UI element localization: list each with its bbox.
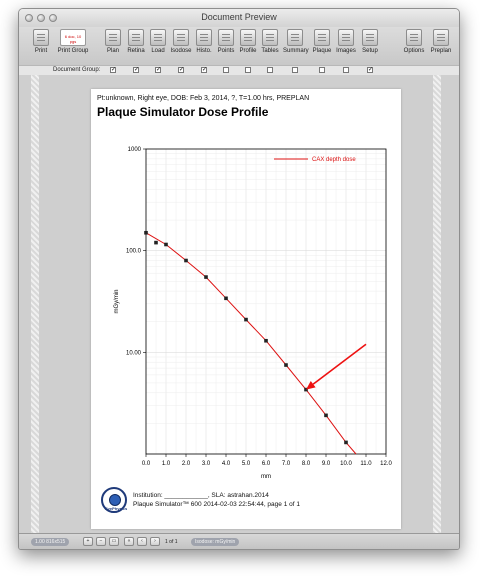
toolbar-options-button[interactable] <box>402 29 426 54</box>
toolbar-plan-label: Plan <box>106 48 119 54</box>
x-tick-label: 4.0 <box>221 461 231 467</box>
left-page-gutter <box>31 75 39 533</box>
print-group-label: Print Group <box>57 48 89 54</box>
toolbar-options-label: Options <box>403 48 425 54</box>
histogram-icon <box>196 29 212 46</box>
data-point <box>154 241 158 245</box>
toolbar-retina-label: Retina <box>127 48 145 54</box>
toolbar-retina-button[interactable] <box>124 29 148 54</box>
tables-icon <box>262 29 278 46</box>
group-checkbox-plaque[interactable] <box>319 67 325 73</box>
legend-label: CAX depth dose <box>312 157 356 163</box>
toolbar-profile-label: Profile <box>239 48 257 54</box>
toolbar-tables-label: Tables <box>261 48 279 54</box>
x-axis-ticks <box>142 454 393 467</box>
print-group-button[interactable] <box>57 29 89 54</box>
toolbar-load-button[interactable] <box>146 29 170 54</box>
data-point <box>144 231 148 235</box>
x-tick-label: 6.0 <box>261 461 271 467</box>
load-icon <box>150 29 166 46</box>
data-point <box>344 441 348 445</box>
x-tick-label: 8.0 <box>301 461 311 467</box>
eye-logo-icon <box>109 494 121 506</box>
group-checkbox-points[interactable] <box>223 67 229 73</box>
x-tick-label: 10.0 <box>340 461 352 467</box>
plaque-icon <box>314 29 330 46</box>
print-button[interactable] <box>29 29 53 54</box>
x-tick-label: 0.0 <box>141 461 151 467</box>
logo-text: EyePhysics <box>105 506 128 511</box>
isodose-icon <box>173 29 189 46</box>
group-checkbox-plan[interactable]: ✓ <box>111 67 117 73</box>
setup-icon <box>362 29 378 46</box>
data-point <box>244 318 248 322</box>
next-page-button[interactable]: › <box>150 537 160 546</box>
toolbar-plaque-label: Plaque <box>312 48 332 54</box>
toolbar-plan-button[interactable] <box>101 29 125 54</box>
institution-line: Institution: ____________, SLA: astrahan.2014 <box>133 492 269 499</box>
x-tick-label: 1.0 <box>161 461 171 467</box>
group-checkbox-load[interactable]: ✓ <box>156 67 162 73</box>
window-title: Document Preview <box>201 12 277 22</box>
data-point <box>184 259 188 263</box>
chart-grid <box>146 149 386 454</box>
fit-page-button[interactable]: ▭ <box>109 537 119 546</box>
arrow-shaft <box>313 344 366 384</box>
toolbar-points-button[interactable] <box>214 29 238 54</box>
toolbar-load-label: Load <box>151 48 165 54</box>
zoom-indicator[interactable]: 1.00 816x515 <box>31 538 69 546</box>
mode-selector[interactable]: Isodose: mGy/min <box>191 538 239 546</box>
y-tick-label: 10.00 <box>125 350 141 357</box>
group-checkbox-tables[interactable] <box>267 67 273 73</box>
group-checkbox-images[interactable] <box>343 67 349 73</box>
x-tick-label: 11.0 <box>360 461 372 467</box>
images-icon <box>338 29 354 46</box>
y-tick-label: 100.0 <box>125 248 141 255</box>
toolbar-setup-label: Setup <box>362 48 378 54</box>
toolbar-preplan-label: Preplan <box>430 48 452 54</box>
data-point <box>264 339 268 343</box>
preview-page <box>91 89 401 529</box>
x-axis-label: mm <box>261 474 271 480</box>
y-axis-ticks <box>126 147 146 356</box>
page-indicator: 1 of 1 <box>165 539 178 545</box>
x-tick-label: 2.0 <box>181 461 191 467</box>
toolbar-summary-label: Summary <box>283 48 309 54</box>
plan-icon <box>105 29 121 46</box>
toolbar-histo-label: Histo. <box>196 48 212 54</box>
toolbar <box>19 27 459 65</box>
toolbar-points-label: Points <box>217 48 235 54</box>
summary-icon <box>287 29 303 46</box>
right-page-gutter <box>433 75 441 533</box>
group-checkbox-setup[interactable]: ✓ <box>368 67 374 73</box>
patient-info-line: Pt:unknown, Right eye, DOB: Feb 3, 2014, ?, T=1.00 hrs, PREPLAN <box>97 95 310 102</box>
profile-icon <box>240 29 256 46</box>
printer-icon <box>33 29 49 46</box>
toolbar-histo-button[interactable] <box>192 29 216 54</box>
toolbar-preplan-button[interactable] <box>429 29 453 54</box>
zoom-in-button[interactable]: + <box>83 537 93 546</box>
data-point <box>204 275 208 279</box>
zoom-out-button[interactable]: − <box>96 537 106 546</box>
page-title: Plaque Simulator Dose Profile <box>97 105 269 119</box>
points-icon <box>218 29 234 46</box>
group-checkbox-isodose[interactable]: ✓ <box>179 67 185 73</box>
x-tick-label: 5.0 <box>241 461 251 467</box>
first-page-button[interactable]: « <box>124 537 134 546</box>
group-checkbox-summary[interactable] <box>292 67 298 73</box>
print-group-icon <box>60 29 86 46</box>
prev-page-button[interactable]: ‹ <box>137 537 147 546</box>
data-point <box>164 243 168 247</box>
software-line: Plaque Simulator™ 600 2014-02-03 22:54:44, page 1 of 1 <box>133 501 300 508</box>
group-checkbox-profile[interactable] <box>245 67 251 73</box>
data-point <box>324 414 328 418</box>
document-preview-window <box>18 8 460 550</box>
preview-canvas[interactable] <box>19 75 459 533</box>
options-icon <box>406 29 422 46</box>
print-label: Print <box>34 48 48 54</box>
dose-profile-chart <box>91 89 401 529</box>
y-tick-label: 1000 <box>127 147 141 153</box>
toolbar-isodose-button[interactable] <box>169 29 193 54</box>
group-checkbox-histo[interactable]: ✓ <box>202 67 208 73</box>
x-tick-label: 9.0 <box>321 461 331 467</box>
document-group-label: Document Group: <box>53 67 101 73</box>
toolbar-tables-button[interactable] <box>258 29 282 54</box>
toolbar-isodose-label: Isodose <box>170 48 192 54</box>
toolbar-images-button[interactable] <box>334 29 358 54</box>
x-tick-label: 7.0 <box>281 461 291 467</box>
arrow-head <box>306 381 316 390</box>
toolbar-plaque-button[interactable] <box>310 29 334 54</box>
toolbar-summary-button[interactable] <box>283 29 307 54</box>
group-checkbox-retina[interactable]: ✓ <box>134 67 140 73</box>
data-point <box>284 363 288 367</box>
y-axis-label: mGy/min <box>114 289 120 314</box>
x-tick-label: 12.0 <box>380 461 392 467</box>
series-line-cax-depth-dose <box>146 233 356 454</box>
toolbar-profile-button[interactable] <box>236 29 260 54</box>
eye-physics-logo <box>101 487 127 513</box>
preplan-icon <box>433 29 449 46</box>
status-bar <box>19 533 459 550</box>
print-group-note: 6 doc, 10 pgs <box>64 34 82 44</box>
toolbar-images-label: Images <box>336 48 356 54</box>
retina-icon <box>128 29 144 46</box>
toolbar-setup-button[interactable] <box>358 29 382 54</box>
x-tick-label: 3.0 <box>201 461 211 467</box>
data-point <box>224 296 228 300</box>
title-bar[interactable] <box>19 9 459 28</box>
